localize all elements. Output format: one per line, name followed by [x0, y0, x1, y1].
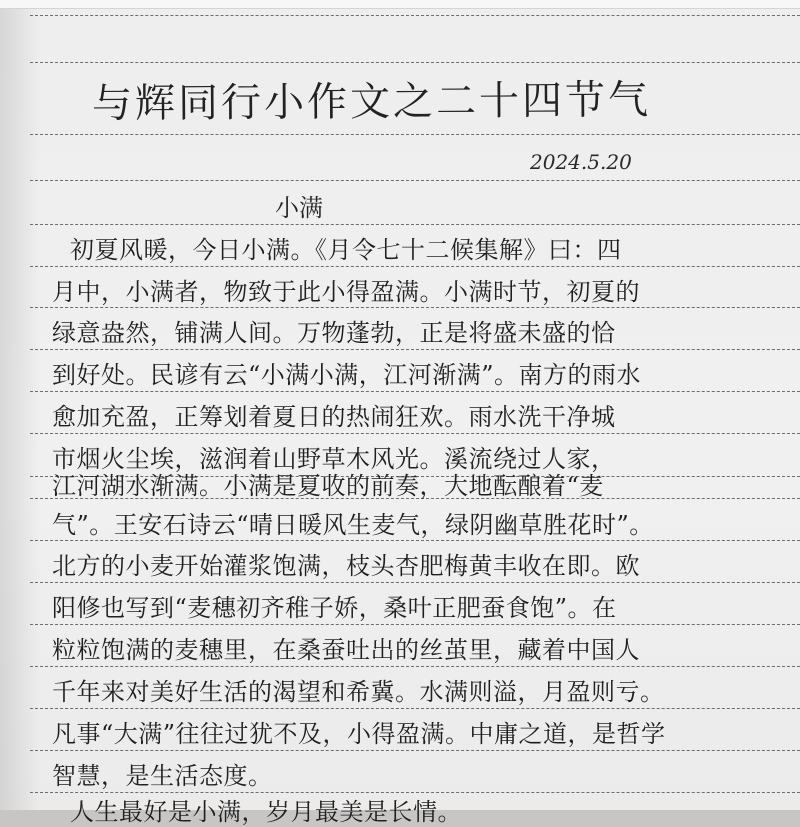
- ruled-line: [30, 624, 800, 625]
- text-line: 智慧，是生活态度。: [52, 762, 273, 790]
- ruled-line: [30, 62, 800, 63]
- ruled-line: [30, 708, 800, 709]
- text-line: 绿意盎然，铺满人间。万物蓬勃，正是将盛未盛的恰: [52, 319, 616, 347]
- ruled-line: [30, 750, 800, 751]
- text-line: 千年来对美好生活的渴望和希冀。水满则溢，月盈则亏。: [52, 678, 665, 706]
- text-line: 凡事“大满”往往过犹不及，小得盈满。中庸之道，是哲学: [52, 720, 666, 748]
- ruled-line: [30, 391, 800, 392]
- text-line: 月中，小满者，物致于此小得盈满。小满时节，初夏的: [52, 278, 640, 306]
- text-line: 北方的小麦开始灌浆饱满，枝头杏肥梅黄丰收在即。欧: [52, 552, 640, 580]
- essay-title: 与辉同行小作文之二十四节气: [91, 77, 652, 128]
- text-line: 气”。王安石诗云“晴日暖风生麦气，绿阴幽草胜花时”。: [52, 511, 654, 539]
- text-line: 江河湖水渐满。小满是夏收的前奏，大地酝酿着“麦: [52, 472, 604, 500]
- text-line: 市烟火尘埃，滋润着山野草木风光。溪流绕过人家，: [52, 445, 616, 473]
- text-line: 到好处。民谚有云“小满小满，江河渐满”。南方的雨水: [52, 361, 642, 389]
- ruled-line: [30, 15, 800, 16]
- text-line: 阳修也写到“麦穗初齐稚子娇，桑叶正肥蚕食饱”。在: [52, 594, 617, 622]
- ruled-line: [30, 433, 800, 434]
- essay-subtitle: 小满: [275, 194, 323, 222]
- ruled-line: [30, 582, 800, 583]
- page-top-edge: [0, 0, 800, 9]
- essay-date: 2024.5.20: [530, 150, 632, 174]
- ruled-line: [30, 224, 800, 225]
- ruled-line: [30, 540, 800, 541]
- ruled-line: [30, 134, 800, 135]
- text-line: 初夏风暖，今日小满。《月令七十二候集解》曰：四: [70, 236, 622, 264]
- ruled-line: [30, 666, 800, 667]
- ruled-line: [30, 307, 800, 308]
- text-line: 粒粒饱满的麦穗里，在桑蚕吐出的丝茧里，藏着中国人: [52, 636, 640, 664]
- ruled-line: [30, 180, 800, 181]
- ruled-line: [30, 349, 800, 350]
- text-line: 人生最好是小满，岁月最美是长情。: [70, 798, 462, 826]
- page-shadow: [0, 0, 40, 810]
- text-line: 愈加充盈，正筹划着夏日的热闹狂欢。雨水洗干净城: [52, 403, 616, 431]
- ruled-line: [30, 266, 800, 267]
